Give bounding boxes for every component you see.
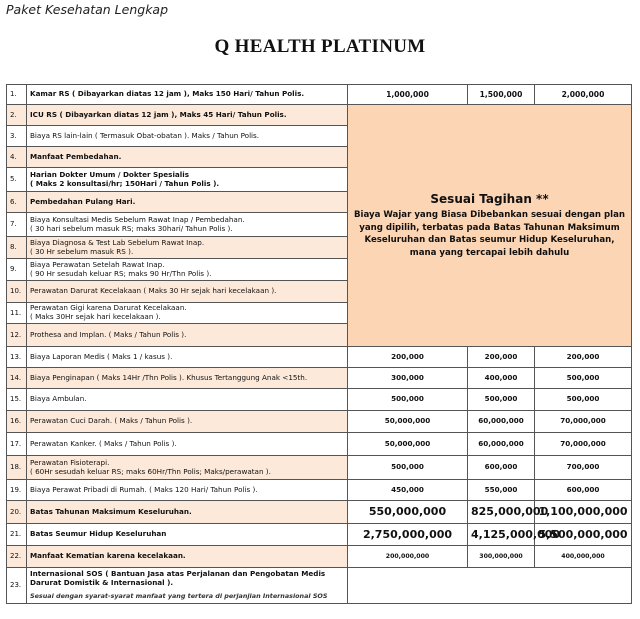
description-line: Batas Seumur Hidup Keseluruhan [30,529,167,539]
description-line: Prothesa and Implan. ( Maks / Tahun Polis ). [30,329,187,339]
row-number: 22. [7,546,27,568]
description-line: ( Maks 2 konsultasi/hr; 150Hari / Tahun Polis ). [30,178,220,188]
table-row [7,433,632,456]
plan-1-value: 550,000,000 [348,501,468,524]
benefit-description [27,546,348,568]
row-number: 17. [7,433,27,456]
row-number: 6. [7,192,27,213]
plan-3-value: 400,000,000 [535,546,632,568]
row-number: 21. [7,524,27,546]
description-line: Biaya Diagnosa & Test Lab Sebelum Rawat Inap. [30,237,205,247]
plan-2-value: 550,000 [468,480,535,501]
page-title: Q HEALTH PLATINUM [214,36,426,57]
row-number: 11. [7,303,27,324]
description-line: Darurat Domistik & Internasional ). [30,578,174,588]
description-line: Biaya Perawat Pribadi di Rumah. ( Maks 120 Hari/ Tahun Polis ). [30,484,258,494]
row-number: 3. [7,126,27,147]
description-line: ( 30 hari sebelum masuk RS; maks 30hari/ Tahun Polis ). [30,223,233,233]
plan-2-value: 60,000,000 [468,411,535,433]
plan-3-value: 70,000,000 [535,411,632,433]
table-row [7,456,632,480]
benefit-description [27,168,348,192]
description-line: ICU RS ( Dibayarkan diatas 12 jam ), Maks 45 Hari/ Tahun Polis. [30,109,287,119]
plan-2-value: 1,500,000 [468,85,535,105]
benefit-description [27,147,348,168]
description-line: Biaya RS lain-lain ( Termasuk Obat-obatan ). Maks / Tahun Polis. [30,130,260,140]
row-number: 20. [7,501,27,524]
description-line: Biaya Konsultasi Medis Sebelum Rawat Inap / Pembedahan. [30,214,245,224]
description-line: Kamar RS ( Dibayarkan diatas 12 jam ), Maks 150 Hari/ Tahun Polis. [30,89,305,99]
row-number: 8. [7,237,27,259]
table-row [7,347,632,368]
description-line: Internasional SOS ( Bantuan Jasa atas Perjalanan dan Pengobatan Medis [30,569,326,579]
plan-1-value: 50,000,000 [348,411,468,433]
table-row [7,568,632,604]
description-line: Perawatan Darurat Kecelakaan ( Maks 30 Hr sejak hari kecelakaan ). [30,286,277,296]
document-header-label: Paket Kesehatan Lengkap [6,2,169,17]
description-line: Biaya Penginapan ( Maks 14Hr /Thn Polis ). Khusus Tertanggung Anak <15th. [30,372,308,382]
table-row [7,524,632,546]
plan-3-value: 200,000 [535,347,632,368]
plan-1-value: 300,000 [348,368,468,389]
plan-3-value: 5,500,000,000 [535,524,632,546]
table-row [7,501,632,524]
plan-1-value: 200,000 [348,347,468,368]
plan-3-value: 2,000,000 [535,85,632,105]
plan-2-value: 500,000 [468,389,535,411]
plan-2-value: 60,000,000 [468,433,535,456]
benefit-description [27,480,348,501]
description-line: Biaya Laporan Medis ( Maks 1 / kasus ). [30,351,173,361]
description-line: Perawatan Kanker. ( Maks / Tahun Polis ). [30,438,177,448]
description-line: ( 30 Hr sebelum masuk RS ). [30,246,134,256]
table-row [7,411,632,433]
as-billed-heading: Sesuai Tagihan ** [430,191,549,206]
row-number: 16. [7,411,27,433]
plan-3-value: 500,000 [535,368,632,389]
row-number: 13. [7,347,27,368]
table-row [7,105,632,126]
table-row [7,389,632,411]
description-line: Perawatan Cuci Darah. ( Maks / Tahun Polis ). [30,416,193,426]
benefit-description [27,411,348,433]
table-row [7,85,632,105]
table-row [7,368,632,389]
plan-3-value: 700,000 [535,456,632,480]
plan-2-value: 400,000 [468,368,535,389]
plan-1-value: 1,000,000 [348,85,468,105]
plan-2-value: 4,125,000,000 [468,524,535,546]
benefit-description [27,192,348,213]
row-number: 7. [7,213,27,237]
row-number: 2. [7,105,27,126]
benefit-description [27,389,348,411]
plan-2-value: 200,000 [468,347,535,368]
row-number: 15. [7,389,27,411]
benefit-description [27,105,348,126]
table-row [7,480,632,501]
benefit-description [27,237,348,259]
row-number: 14. [7,368,27,389]
benefit-table [6,84,632,604]
benefit-description [27,368,348,389]
benefit-description [27,85,348,105]
description-line: Biaya Perawatan Setelah Rawat Inap. [30,259,165,269]
description-line: ( Maks 30Hr sejak hari kecelakaan ). [30,312,161,321]
row-number: 18. [7,456,27,480]
description-line: Biaya Ambulan. [30,394,87,404]
description-line: Pembedahan Pulang Hari. [30,196,136,206]
benefit-description [27,501,348,524]
description-line: Harian Dokter Umum / Dokter Spesialis [30,169,189,179]
table-row [7,546,632,568]
plan-3-value: 600,000 [535,480,632,501]
benefit-description [27,433,348,456]
benefit-description [27,324,348,347]
row-number: 10. [7,281,27,303]
plan-3-value: 500,000 [535,389,632,411]
benefit-description [27,303,348,324]
description-line: ( 90 Hr sesudah keluar RS; maks 90 Hr/Thn Polis ). [30,268,212,278]
benefit-description [27,456,348,480]
benefit-description [27,568,348,604]
description-line: Manfaat Kematian karena kecelakaan. [30,551,186,561]
row-number: 4. [7,147,27,168]
plan-2-value: 600,000 [468,456,535,480]
plan-3-value: 1,100,000,000 [535,501,632,524]
benefit-description [27,259,348,281]
row-number: 12. [7,324,27,347]
description-line: Batas Tahunan Maksimum Keseluruhan. [30,506,192,516]
footnote: Sesuai dengan syarat-syarat manfaat yang tertera di perjanjian Internasional SOS [30,591,328,600]
plan-2-value: 300,000,000 [468,546,535,568]
plan-1-value: 50,000,000 [348,433,468,456]
plan-1-value: 2,750,000,000 [348,524,468,546]
description-line: Manfaat Pembedahan. [30,151,122,161]
plan-1-value: 500,000 [348,456,468,480]
description-line: Perawatan Gigi karena Darurat Kecelakaan. [30,303,187,313]
description-line: ( 60Hr sesudah keluar RS; maks 60Hr/Thn Polis; Maks/perawatan ). [30,466,271,476]
benefit-description [27,347,348,368]
empty-value-cell [348,568,632,604]
description-line: Perawatan Fisioterapi. [30,457,110,467]
row-number: 9. [7,259,27,281]
plan-1-value: 500,000 [348,389,468,411]
plan-1-value: 200,000,000 [348,546,468,568]
benefit-description [27,126,348,147]
row-number: 5. [7,168,27,192]
row-number: 1. [7,85,27,105]
plan-3-value: 70,000,000 [535,433,632,456]
row-number: 19. [7,480,27,501]
benefit-description [27,213,348,237]
as-billed-text: Biaya Wajar yang Biasa Dibebankan sesuai dengan plan yang dipilih, terbatas pada Batas Tahunan Maksimum Keseluruhan dan Batas seumur Hidup Keseluruhan, mana yang tercapai lebih dahulu [353,210,626,258]
plan-2-value: 825,000,000 [468,501,535,524]
benefit-description [27,524,348,546]
benefit-description [27,281,348,303]
plan-1-value: 450,000 [348,480,468,501]
as-billed-notice [348,105,632,347]
row-number: 23. [7,568,27,604]
